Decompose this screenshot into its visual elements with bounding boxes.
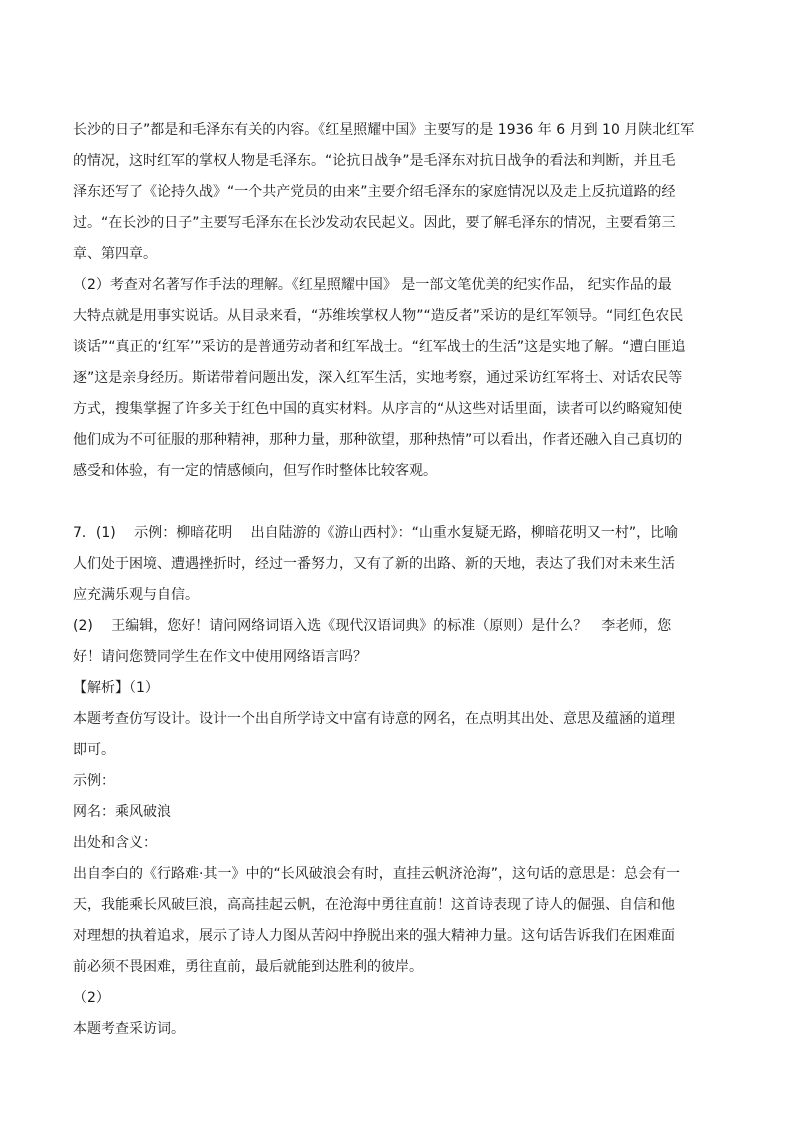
text-line: 前必须不畏困难，勇往直前，最后就能到达胜利的彼岸。 — [73, 959, 423, 975]
text-line: 示例： — [73, 773, 115, 789]
text-line: 天，我能乘长风破巨浪，高高挂起云帆，在沧海中勇往直前！这首诗表现了诗人的倔强、自信和他 — [73, 897, 675, 913]
text-line: (2) 王编辑，您好！请问网络词语入选《现代汉语词典》的标准（原则）是什么？ 李老师，您 — [73, 618, 672, 634]
text-line: 即可。 — [73, 742, 115, 758]
text-line: 人们处于困境、遭遇挫折时，经过一番努力，又有了新的出路、新的天地，表达了我们对未来生活 — [73, 556, 675, 572]
text-line: 泽东还写了《论持久战》“一个共产党员的由来”主要介绍毛泽东的家庭情况以及走上反抗道路的经 — [73, 184, 676, 200]
text-line: 章、第四章。 — [73, 246, 157, 262]
text-line: 逐”这是亲身经历。斯诺带着问题出发，深入红军生活，实地考察，通过采访红军将士、对话农民等 — [73, 370, 683, 386]
text-line: 出自李白的《行路难·其一》中的“长风破浪会有时，直挂云帆济沧海”，这句话的意思是：总会有一 — [73, 866, 680, 882]
text-line: 的情况，这时红军的掌权人物是毛泽东。“论抗日战争”是毛泽东对抗日战争的看法和判断，并且毛 — [73, 153, 676, 169]
text-line: 本题考查仿写设计。设计一个出自所学诗文中富有诗意的网名，在点明其出处、意思及蕴涵的道理 — [73, 711, 675, 727]
text-line: 感受和体验，有一定的情感倾向，但写作时整体比较客观。 — [73, 463, 437, 479]
text-line: （2） — [73, 990, 110, 1006]
text-line: 对理想的执着追求，展示了诗人力图从苦闷中挣脱出来的强大精神力量。这句话告诉我们在困难面 — [73, 928, 675, 944]
text-line: 【解析】（1） — [73, 680, 159, 696]
text-line: 7．(1) 示例：柳暗花明 出自陆游的《游山西村》：“山重水复疑无路，柳暗花明又一村”，比喻 — [73, 525, 679, 541]
text-line: 方式，搜集掌握了许多关于红色中国的真实材料。从序言的“从这些对话里面，读者可以约略窥知使 — [73, 401, 683, 417]
text-line: 本题考查采访词。 — [73, 1021, 185, 1037]
text-line: 过。“在长沙的日子”主要写毛泽东在长沙发动农民起义。因此，要了解毛泽东的情况，主要看第三 — [73, 215, 676, 231]
text-line: 大特点就是用事实说话。从目录来看，“苏维埃掌权人物”“造反者”采访的是红军领导。“同红色农民 — [73, 308, 684, 324]
text-line: 好！请问您赞同学生在作文中使用网络语言吗？ — [73, 649, 367, 665]
text-line: 出处和含义： — [73, 835, 157, 851]
text-line: 谈话”“真正的‘红军’”采访的是普通劳动者和红军战士。“红军战士的生活”这是实地了解。“遭白匪追 — [73, 339, 686, 355]
text-line: 网名：乘风破浪 — [73, 804, 171, 820]
text-line: 应充满乐观与自信。 — [73, 587, 199, 603]
text-line: （2）考查对名著写作手法的理解。《红星照耀中国》 是一部文笔优美的纪实作品， 纪实作品的最 — [73, 277, 672, 293]
text-line: 长沙的日子”都是和毛泽东有关的内容。《红星照耀中国》主要写的是 1936 年 6 月到 10 月陕北红军 — [73, 122, 695, 138]
text-line: 他们成为不可征服的那种精神，那种力量，那种欲望，那种热情”可以看出，作者还融入自己真切的 — [73, 432, 683, 448]
